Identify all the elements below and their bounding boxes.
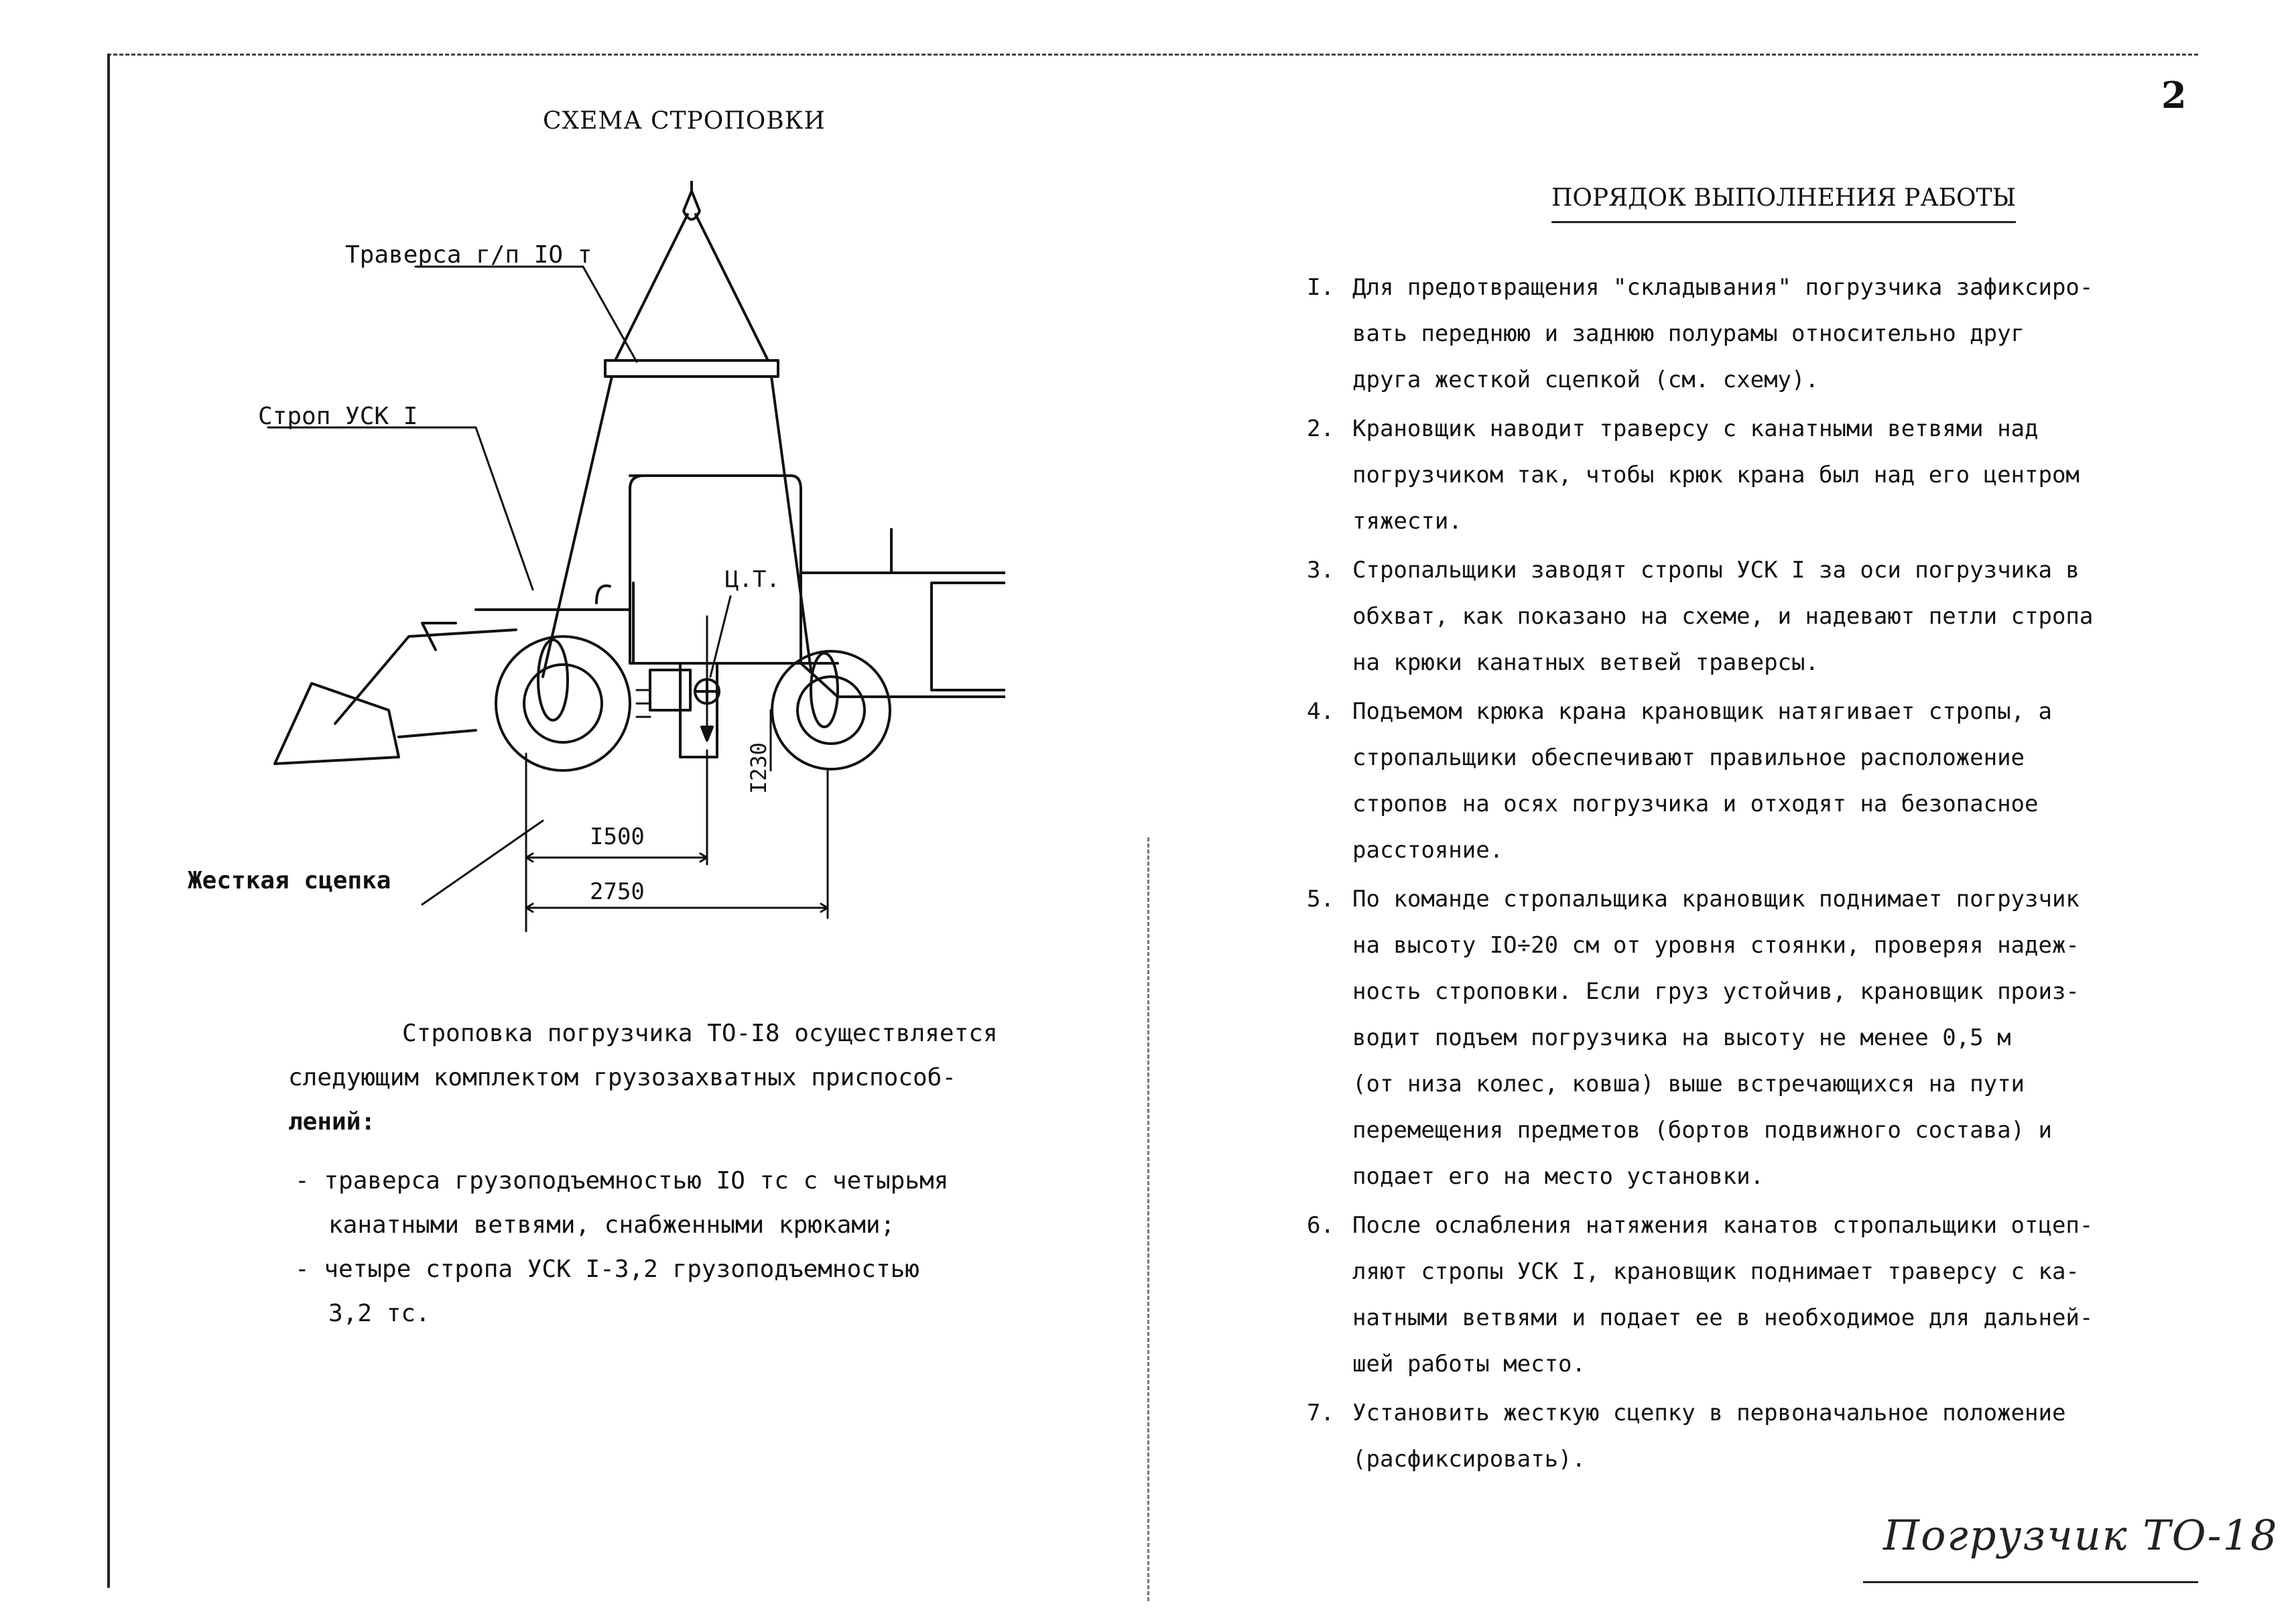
step-item: 4. Подъемом крюка крана крановщик натягивает стропы, а стропальщики обеспечивают правильное расположение стропов на осях погрузчика и отходят на безопасное расстояние. xyxy=(1307,698,2052,864)
step-item: 7. Установить жесткую сцепку в первоначальное положение (расфиксировать). xyxy=(1307,1400,2066,1473)
crane-hook-icon xyxy=(684,181,700,220)
rope-left-lower xyxy=(543,377,612,677)
step-item: 6. После ослабления натяжения канатов стропальщики отцеп- ляют стропы УСК I, крановщик поднимает траверсу с ка- натными ветвями и подает ее в необходимое для дальней- шей работы место. xyxy=(1307,1212,2094,1377)
page-number: 2 xyxy=(2161,74,2187,117)
kit-list xyxy=(295,1159,1066,1336)
step-item: I. Для предотвращения "складывания" погрузчика зафиксиро- вать переднюю и заднюю полурамы относительно друг друга жесткой сцепкой (см. схему). xyxy=(1307,274,2094,393)
step-item: 5. По команде стропальщика крановщик поднимает погрузчик на высоту IO÷20 см от уровня стоянки, проверяя надеж- ность строповки. Если груз устойчив, крановщик произ- водит подъем погрузчика на высоту не менее 0,5 м (от низа колес, ковша) выше встречающихся на пути перемещения предметов (бортов подвижного состава) и подает его на место установки. xyxy=(1307,886,2080,1190)
engine-grille xyxy=(932,583,1005,690)
engine-housing xyxy=(801,573,1005,697)
handwritten-note: Погрузчик ТО-18 xyxy=(1883,1511,2279,1560)
front-wheel xyxy=(496,636,630,770)
step-item: 2. Крановщик наводит траверсу с канатными ветвями над погрузчиком так, чтобы крюк крана был над его центром тяжести. xyxy=(1307,415,2080,535)
dimension-1230: I230 xyxy=(746,742,771,794)
kit-item-traverse: - траверса грузоподъемностью IO тс с четырьмя канатными ветвями, снабженными крюками; xyxy=(295,1167,949,1239)
kit-item-slings: - четыре стропа УСК I-3,2 грузоподъемностью 3,2 тс. xyxy=(295,1256,919,1327)
page-divider xyxy=(1147,837,1149,1601)
handwritten-underline xyxy=(1863,1581,2198,1583)
kit-intro-line: Строповка погрузчика ТО-I8 осуществляется xyxy=(402,1020,998,1047)
procedure-steps xyxy=(1307,265,2165,1485)
dimension-2750: 2750 xyxy=(590,878,645,905)
step-item: 3. Стропальщики заводят стропы УСК I за оси погрузчика в обхват, как показано на схеме, и надевают петли стропа на крюки канатных ветвей траверсы. xyxy=(1307,557,2094,676)
traverse-label: Траверса г/п IO т xyxy=(345,241,592,269)
kit-intro xyxy=(288,1012,1039,1144)
rope-left-upper xyxy=(615,214,688,360)
rope-right-lower xyxy=(771,377,811,670)
loader-arm xyxy=(335,630,516,724)
kit-intro-line: следующим комплектом грузозахватных приспособ- xyxy=(288,1064,956,1091)
rear-wheel xyxy=(772,651,890,769)
slinging-diagram xyxy=(168,181,1005,958)
coupling-label: Жесткая сцепка xyxy=(188,867,391,894)
traverse-beam xyxy=(605,360,778,377)
dimension-1500: I500 xyxy=(590,823,645,850)
front-sling-loop xyxy=(538,640,568,720)
top-border xyxy=(107,54,2198,56)
sling-label: Строп УСК I xyxy=(258,403,418,430)
kit-intro-line: лений: xyxy=(288,1108,376,1136)
cog-label: Ц.Т. xyxy=(725,566,780,593)
rope-right-upper xyxy=(696,214,768,360)
procedure-title: ПОРЯДОК ВЫПОЛНЕНИЯ РАБОТЫ xyxy=(1551,184,2016,223)
scheme-title: СХЕМА СТРОПОВКИ xyxy=(543,107,826,135)
left-border xyxy=(107,54,110,1588)
